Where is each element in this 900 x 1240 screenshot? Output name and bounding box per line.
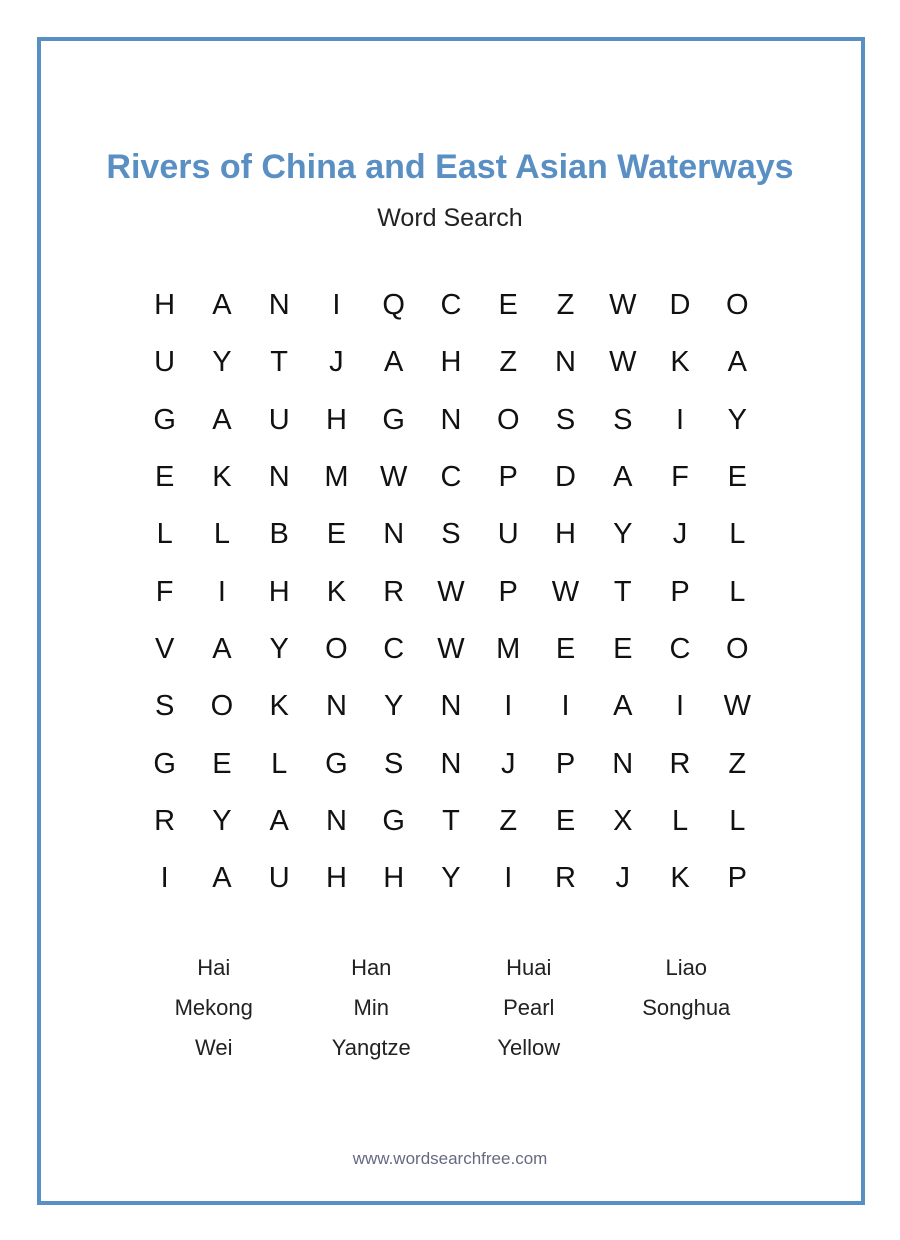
grid-cell: A [384, 346, 404, 379]
grid-cell: M [324, 461, 349, 494]
grid-cell: Y [212, 804, 232, 837]
grid-cell: U [268, 862, 290, 895]
grid-row [136, 678, 766, 735]
grid-cell: N [440, 690, 462, 723]
grid-cell: R [555, 862, 576, 895]
grid-cell: N [325, 690, 347, 723]
grid-cell: A [613, 461, 633, 494]
grid-cell: T [442, 804, 460, 837]
grid-cell: I [675, 403, 685, 436]
grid-cell: H [555, 518, 576, 551]
word-list-item: Yangtze [331, 1035, 411, 1060]
grid-cell: N [268, 461, 290, 494]
word-list-item: Hai [197, 955, 231, 980]
grid-row [136, 850, 766, 907]
grid-cell: W [609, 289, 637, 322]
grid-cell: W [437, 632, 465, 665]
word-list-item: Pearl [503, 995, 555, 1020]
grid-cell: C [383, 632, 405, 665]
grid-cell: H [383, 862, 405, 895]
grid-cell: Y [727, 403, 747, 436]
grid-cell: K [212, 461, 232, 494]
grid-cell: N [440, 747, 462, 780]
grid-cell: L [156, 518, 173, 551]
grid-cell: U [497, 518, 519, 551]
grid-cell: S [154, 690, 175, 723]
grid-cell: W [723, 690, 751, 723]
grid-cell: I [504, 690, 513, 723]
grid-cell: N [325, 804, 347, 837]
grid-cell: S [441, 518, 461, 551]
grid-cell: K [670, 346, 690, 379]
letter-grid [136, 277, 766, 907]
grid-cell: A [212, 632, 232, 665]
grid-cell: Y [613, 518, 633, 551]
grid-cell: L [729, 518, 746, 551]
grid-cell: A [212, 289, 232, 322]
grid-cell: Y [212, 346, 232, 379]
grid-cell: E [212, 747, 232, 780]
grid-cell: T [613, 575, 632, 608]
grid-cell: A [613, 690, 633, 723]
word-list-item: Mekong [174, 995, 253, 1020]
grid-cell: J [329, 346, 344, 379]
grid-cell: E [498, 289, 518, 322]
grid-cell: P [498, 461, 518, 494]
grid-cell: N [555, 346, 576, 379]
grid-cell: V [154, 632, 175, 665]
grid-cell: W [437, 575, 465, 608]
grid-cell: L [271, 747, 288, 780]
grid-cell: G [382, 804, 405, 837]
grid-row [136, 334, 766, 391]
grid-cell: D [555, 461, 576, 494]
word-list-item: Wei [195, 1035, 233, 1060]
grid-cell: R [383, 575, 405, 608]
grid-cell: O [726, 289, 749, 322]
grid-cell: G [382, 403, 405, 436]
grid-cell: W [609, 346, 637, 379]
word-list-item: Liao [665, 955, 708, 980]
grid-cell: H [325, 403, 347, 436]
grid-cell: P [670, 575, 690, 608]
grid-cell: W [551, 575, 580, 608]
grid-cell: N [612, 747, 634, 780]
grid-cell: Z [499, 346, 518, 379]
grid-cell: I [332, 289, 341, 322]
word-list-item: Huai [506, 955, 552, 980]
grid-cell: O [726, 632, 749, 665]
word-list-item: Yellow [497, 1035, 561, 1060]
grid-cell: I [217, 575, 226, 608]
grid-cell: F [155, 575, 174, 608]
grid-cell: F [671, 461, 689, 494]
page-title: Rivers of China and East Asian Waterways [106, 148, 794, 186]
grid-cell: K [326, 575, 347, 608]
grid-cell: A [212, 403, 232, 436]
grid-cell: P [555, 747, 576, 780]
word-list-item: Songhua [642, 995, 731, 1020]
grid-cell: Q [382, 289, 405, 322]
grid-row [136, 506, 766, 563]
footer-url: www.wordsearchfree.com [352, 1149, 548, 1168]
grid-cell: J [500, 747, 516, 780]
grid-row [136, 277, 766, 334]
grid-cell: G [325, 747, 348, 780]
page-subtitle: Word Search [377, 204, 523, 232]
grid-cell: K [269, 690, 289, 723]
grid-cell: P [727, 862, 747, 895]
grid-cell: C [669, 632, 691, 665]
grid-row [136, 563, 766, 620]
grid-cell: W [380, 461, 408, 494]
grid-row [136, 793, 766, 850]
grid-cell: H [268, 575, 290, 608]
grid-cell: K [670, 862, 690, 895]
grid-cell: P [498, 575, 518, 608]
grid-cell: J [615, 862, 630, 895]
grid-cell: L [729, 804, 746, 837]
grid-cell: M [496, 632, 521, 665]
grid-cell: A [212, 862, 232, 895]
grid-cell: C [440, 289, 462, 322]
grid-cell: C [440, 461, 462, 494]
grid-cell: L [729, 575, 746, 608]
grid-cell: B [269, 518, 289, 551]
grid-cell: O [325, 632, 348, 665]
grid-cell: Y [269, 632, 289, 665]
grid-cell: S [555, 403, 576, 436]
grid-cell: H [440, 346, 462, 379]
grid-cell: N [440, 403, 462, 436]
word-list [135, 948, 765, 1068]
grid-cell: I [675, 690, 685, 723]
grid-cell: I [504, 862, 513, 895]
grid-row [136, 621, 766, 678]
grid-cell: Z [728, 747, 747, 780]
grid-cell: D [669, 289, 691, 322]
grid-cell: G [153, 747, 176, 780]
grid-cell: J [672, 518, 688, 551]
grid-cell: E [613, 632, 633, 665]
grid-cell: S [613, 403, 633, 436]
grid-row [136, 392, 766, 449]
grid-cell: I [160, 862, 169, 895]
grid-cell: A [269, 804, 289, 837]
grid-cell: L [213, 518, 230, 551]
grid-cell: I [561, 690, 570, 723]
word-list-item: Min [353, 995, 389, 1020]
grid-cell: X [613, 804, 633, 837]
word-list-item: Han [351, 955, 392, 980]
grid-cell: E [555, 632, 576, 665]
grid-cell: H [325, 862, 347, 895]
grid-cell: A [727, 346, 747, 379]
grid-cell: R [669, 747, 691, 780]
grid-cell: E [555, 804, 576, 837]
grid-cell: Z [499, 804, 518, 837]
grid-cell: O [496, 403, 520, 436]
grid-cell: S [384, 747, 404, 780]
grid-cell: U [154, 346, 176, 379]
grid-cell: L [671, 804, 689, 837]
grid-cell: O [210, 690, 234, 723]
grid-cell: Y [384, 690, 404, 723]
grid-cell: Y [441, 862, 461, 895]
grid-cell: Z [556, 289, 575, 322]
grid-cell: G [153, 403, 176, 436]
grid-cell: E [727, 461, 747, 494]
grid-cell: E [154, 461, 175, 494]
grid-cell: E [326, 518, 347, 551]
grid-cell: H [154, 289, 176, 322]
grid-cell: N [268, 289, 290, 322]
grid-row [136, 735, 766, 792]
grid-cell: R [154, 804, 176, 837]
grid-cell: T [270, 346, 289, 379]
grid-cell: N [383, 518, 405, 551]
grid-cell: U [268, 403, 290, 436]
grid-row [136, 449, 766, 506]
